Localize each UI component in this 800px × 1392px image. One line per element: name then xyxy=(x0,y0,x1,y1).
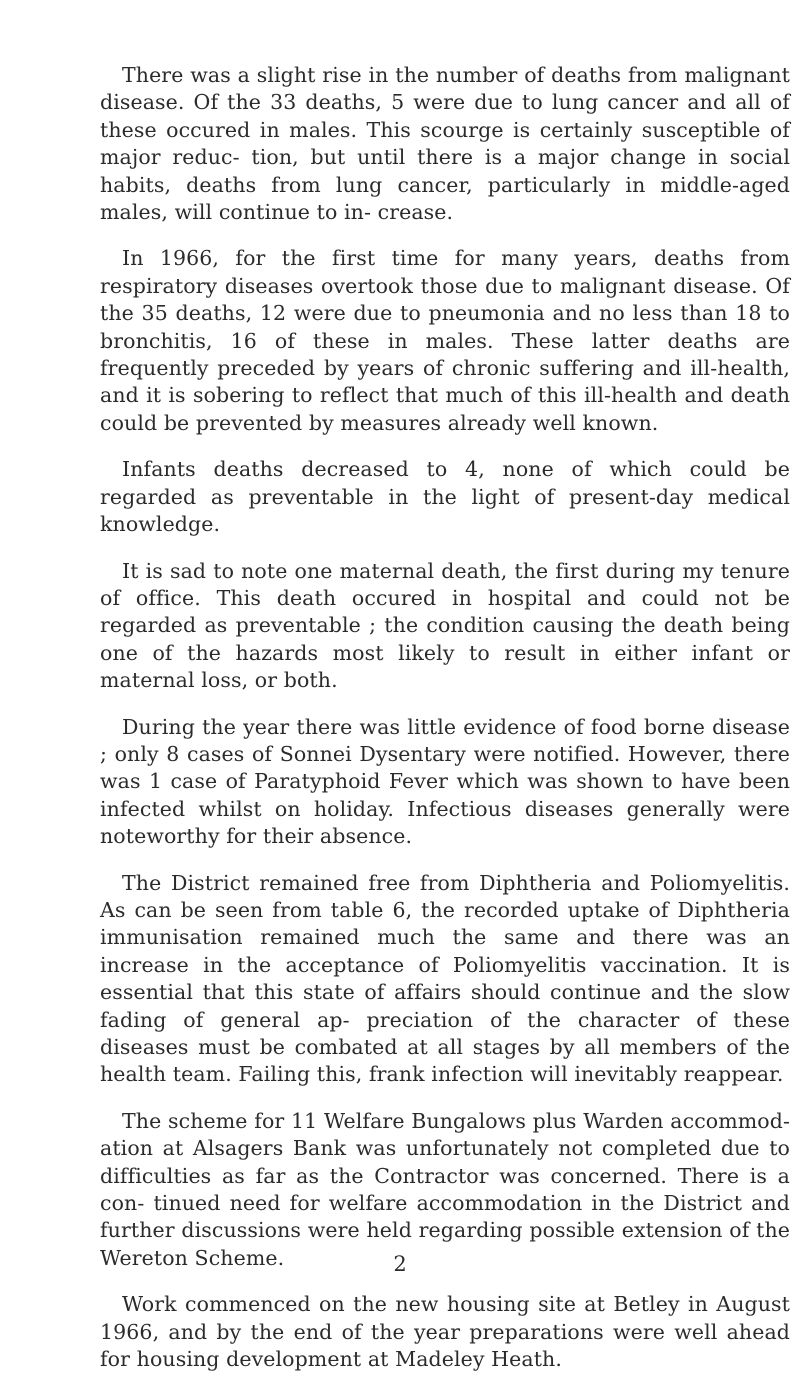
paragraph-welfare-bungalows: The scheme for 11 Welfare Bungalows plus Warden accommod- ation at Alsagers Bank was unfortunately not completed due to difficulties as far as the Contractor was concerned. There is a con- tinued need for welfare accommodation in the District and further discussions were held regarding possible extension of the Wereton Scheme. xyxy=(100,1108,790,1270)
page-number: 2 xyxy=(393,1252,407,1276)
paragraph-housing-site: Work commenced on the new housing site at Betley in August 1966, and by the end of the year preparations were well ahead for housing development at Madeley Heath. xyxy=(100,1292,790,1372)
paragraph-diphtheria-poliomyelitis: The District remained free from Diphtheria and Poliomyelitis. As can be seen from table 6, the recorded uptake of Diphtheria immunisation remained much the same and there was an increase in the acceptance of Poliomyelitis vaccination. It is essential that this state of affairs should continue and the slow fading of general ap- preciation of the character of these diseases must be combated at all stages by all members of the health team. Failing this, frank infection will inevitably reappear. xyxy=(100,870,790,1087)
paragraph-maternal-death: It is sad to note one maternal death, the first during my tenure of office. This death occured in hospital and could not be regarded as preventable ; the condition causing the death being one of the hazards most likely to result in either infant or maternal loss, or both. xyxy=(100,558,790,693)
paragraph-food-borne-disease: During the year there was little evidence of food borne disease ; only 8 cases of Sonnei Dysentary were notified. However, there was 1 case of Paratyphoid Fever which was shown to have been infected whilst on holiday. Infectious diseases generally were noteworthy for their absence. xyxy=(100,714,790,849)
paragraph-infant-deaths: Infants deaths decreased to 4, none of which could be regarded as preventable in the light of present-day medical knowledge. xyxy=(100,457,790,537)
body-text xyxy=(100,62,790,1392)
paragraph-respiratory-diseases: In 1966, for the first time for many years, deaths from respiratory diseases overtook those due to malignant disease. Of the 35 deaths, 12 were due to pneumonia and no less than 18 to bronchitis, 16 of these in males. These latter deaths are frequently preceded by years of chronic suffering and ill-health, and it is sobering to reflect that much of this ill-health and death could be prevented by measures already well known. xyxy=(100,246,790,435)
paragraph-malignant-disease: There was a slight rise in the number of deaths from malignant disease. Of the 33 deaths, 5 were due to lung cancer and all of these occured in males. This scourge is certainly susceptible of major reduc- tion, but until there is a major change in social habits, deaths from lung cancer, particularly in middle-aged males, will continue to in- crease. xyxy=(100,63,790,225)
